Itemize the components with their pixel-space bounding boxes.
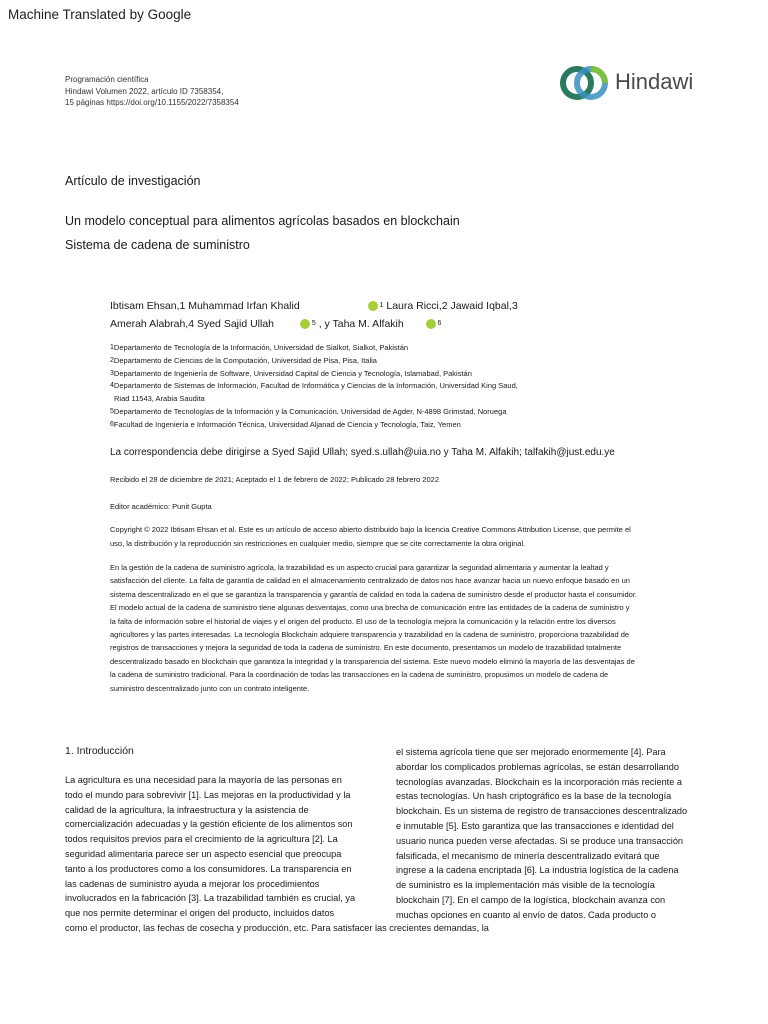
abstract-line: la falta de información sobre el historial de viajes y el origen del producto. El uso de la tecnología mejora la comunicación y la relación entre los diversos (110, 616, 616, 626)
affiliation-line: 2Departamento de Ciencias de la Computación, Universidad de Pisa, Pisa, Italia (110, 355, 377, 365)
abstract-line: El modelo actual de la cadena de suministro tiene algunas desventajas, como una brecha de comunicación entre las entidades de la cadena de suministro y (110, 603, 630, 613)
body-line: blockchain [7]. En el campo de la logística, blockchain avanza con (396, 894, 666, 905)
body-line: ingrese a la cadena encriptada [6]. La industria logística de la cadena (396, 865, 679, 876)
author-sup: 6 (437, 320, 442, 327)
orcid-icon[interactable] (368, 301, 378, 311)
article-title (65, 209, 460, 257)
body-line: muchas opciones en cuanto al envío de datos. Cada producto o (396, 909, 656, 920)
abstract-line: sistema descentralizado en el que se garantiza la transparencia y garantía de calidad en toda la cadena de suministro desde el productor hasta el consumidor. (110, 589, 637, 599)
abstract-line: registros de transacciones y mejora la seguridad de toda la cadena de suministro. En este documento, presentamos un modelo de trazabilidad totalmente (110, 643, 622, 653)
abstract-line: agricultores y las partes interesadas. La tecnología Blockchain adquiere transparencia y trazabilidad en la cadena de suministro, proporciona trazabilidad de (110, 630, 630, 640)
body-line: que nos permite determinar el origen del producto, incluidos datos (65, 908, 335, 919)
title-line: Sistema de cadena de suministro (65, 238, 250, 252)
affiliation-line: Riad 11543, Arabia Saudita (114, 394, 205, 404)
affiliation-line: 6Facultad de Ingeniería e Información Técnica, Universidad Aljanad de Ciencia y Tecnología, Taiz, Yemen (110, 419, 461, 429)
affiliation-line: 5Departamento de Tecnologías de la Información y la Comunicación, Universidad de Agder, N-4898 Grimstad, Noruega (110, 406, 507, 416)
journal-line: Hindawi Volumen 2022, artículo ID 7358354, (65, 86, 224, 96)
publication-dates: Recibido el 28 de diciembre de 2021; Aceptado el 1 de febrero de 2022; Publicado 28 febrero 2022 (110, 475, 439, 484)
translation-banner: Machine Translated by Google (8, 7, 192, 22)
orcid-icon[interactable] (426, 319, 436, 329)
author-name: Laura Ricci,2 Jawaid Iqbal,3 (386, 300, 518, 312)
body-line: las cadenas de suministro ayuda a mejorar los procedimientos (65, 878, 320, 889)
body-column-right (396, 745, 726, 937)
abstract-line: la cadena de suministro tradicional. Para la coordinación de todas las transacciones en la cadena de suministro, propusimos un modelo de cadena de (110, 670, 609, 680)
body-line: comercialización adecuadas y la gestión eficiente de los alimentos son (65, 819, 353, 830)
body-line: tanto a los productores como a los consumidores. La transparencia en (65, 863, 352, 874)
body-line: tecnologías avanzadas. Blockchain es la incorporación más reciente a (396, 776, 682, 787)
body-line: calidad de la agricultura, la infraestructura y la asistencia de (65, 804, 309, 815)
affiliation-line: 1Departamento de Tecnología de la Información, Universidad de Sialkot, Sialkot, Pakistán (110, 343, 409, 352)
copyright-notice (110, 523, 700, 550)
body-line: estas tecnologías. Un hash criptográfico es la base de la tecnología (396, 791, 672, 802)
body-line: blockchain. Es un sistema de registro de transacciones descentralizado (396, 806, 688, 817)
body-line: falsificada, el mecanismo de minería descentralizado evitará que (396, 850, 660, 861)
abstract-line: satisfacción del cliente. La falta de garantía de calidad en el almacenamiento centralizado de datos nos hace avanzar hacia un nuevo enfoque basado en un (110, 576, 630, 586)
author-name: Ibtisam Ehsan,1 Muhammad Irfan Khalid (110, 300, 300, 312)
journal-line: 15 páginas https://doi.org/10.1155/2022/7358354 (65, 98, 239, 107)
author-name: , y Taha M. Alfakih (318, 318, 404, 330)
author-sup: 1 (379, 302, 384, 309)
article-type: Artículo de investigación (65, 174, 201, 188)
hindawi-logo-icon (557, 63, 613, 103)
body-line: como el productor, las fechas de cosecha y producción, etc. Para satisfacer las crecientes demandas, la (65, 922, 489, 933)
body-line: de suministro es la implementación más visible de la tecnología (396, 880, 655, 891)
author-name: Amerah Alabrah,4 Syed Sajid Ullah (110, 318, 275, 330)
body-line: e inmutable [5]. Esto garantiza que las transacciones e identidad del (396, 820, 674, 831)
section-heading: 1. Introducción (65, 745, 134, 757)
body-line: usuario nunca pueden verse afectadas. Si se produce una transacción (396, 835, 684, 846)
orcid-icon[interactable] (300, 319, 310, 329)
copyright-line: Copyright © 2022 Ibtisam Ehsan et al. Este es un artículo de acceso abierto distribuido bajo la licencia Creative Commons Attribution License, que permite el (110, 525, 631, 534)
abstract-line: En la gestión de la cadena de suministro agrícola, la trazabilidad es un aspecto crucial para garantizar la seguridad alimentaria y aumentar la lealtad y (110, 563, 609, 572)
journal-info (65, 74, 239, 109)
body-line: seguridad alimentaria parece ser un aspecto esencial que preocupa (65, 848, 342, 859)
copyright-line: uso, la distribución y la reproducción sin restricciones en cualquier medio, siempre que se cite correctamente la obra original. (110, 538, 526, 548)
author-list (110, 297, 590, 337)
affiliation-line: 3Departamento de Ingeniería de Software, Universidad Capital de Ciencia y Tecnología, Islamabad, Pakistán (110, 368, 472, 378)
body-line: todos requisitos previos para el crecimiento de la agricultura [2]. La (65, 834, 338, 845)
body-line: todo el mundo para sobrevivir [1]. Las mejoras en la productividad y la (65, 789, 351, 800)
abstract-line: suministro descentralizado junto con un contrato inteligente. (110, 683, 310, 693)
abstract (110, 561, 700, 695)
hindawi-logo (557, 63, 717, 103)
journal-line: Programación científica (65, 75, 149, 84)
academic-editor: Editor académico: Punit Gupta (110, 502, 212, 511)
body-column-left (65, 773, 489, 936)
body-line: el sistema agrícola tiene que ser mejorado enormemente [4]. Para (396, 747, 666, 757)
author-sup: 5 (311, 320, 316, 327)
body-line: abordar los complicados problemas agrícolas, se están desarrollando (396, 761, 679, 772)
affiliations (110, 342, 670, 432)
hindawi-logo-text: Hindawi (615, 69, 694, 94)
abstract-line: descentralizado basado en blockchain que garantiza la integridad y la transparencia del sistema. Este nuevo modelo eliminó la mayoría de las desventajas de (110, 656, 635, 666)
correspondence: La correspondencia debe dirigirse a Syed Sajid Ullah; syed.s.ullah@uia.no y Taha M. Alfakih; talfakih@just.edu.ye (110, 447, 615, 458)
affiliation-line: 4Departamento de Sistemas de Información, Facultad de Informática y Ciencias de la Información, Universidad King Saud, (110, 381, 518, 391)
title-line: Un modelo conceptual para alimentos agrícolas basados en blockchain (65, 214, 460, 228)
body-line: involucrados en la fabricación [3]. La trazabilidad también es crucial, ya (65, 893, 356, 904)
body-line: La agricultura es una necesidad para la mayoría de las personas en (65, 775, 342, 785)
